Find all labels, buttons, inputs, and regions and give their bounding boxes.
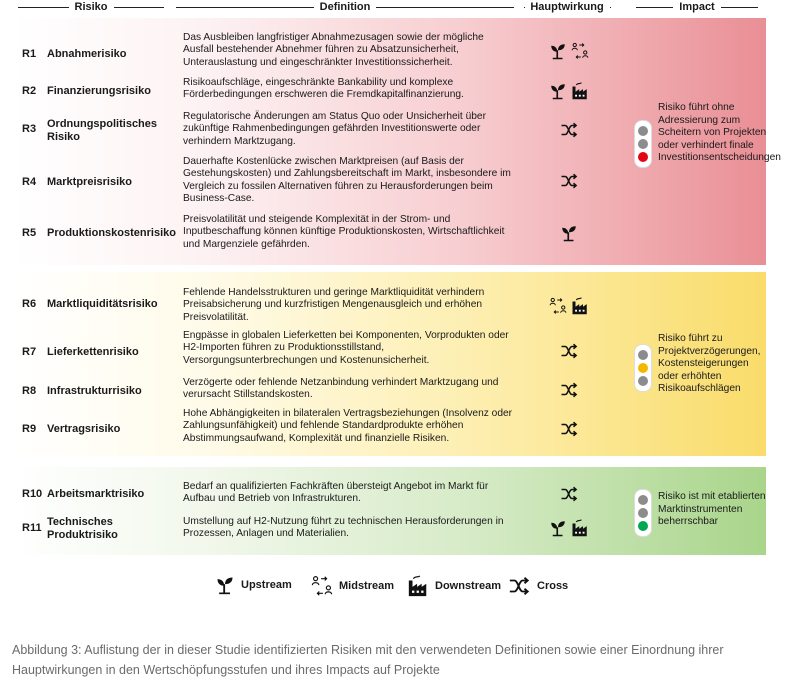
legend-item-cross <box>507 575 568 597</box>
header-definition <box>176 1 514 13</box>
cross-icon <box>560 121 578 139</box>
risk-group-high <box>14 18 781 265</box>
risk-id: R3 <box>22 123 37 135</box>
impact-text: Risiko führt ohne Adressierung zum Scheitern von Projekten oder verhindert finale Investitionsentscheidungen <box>658 102 781 163</box>
cross-icon <box>560 172 578 190</box>
traffic-light-bottom <box>638 521 648 531</box>
impact-text: Risiko ist mit etablierten Marktinstrumenten beherrschbar <box>658 491 766 527</box>
risk-definition: Das Ausbleiben langfristiger Abnahmezusagen sowie der mögliche Ausfall bestehender Abnehmer führen zu Absatzunsicherheit, Unterauslastung und eingeschränkter Investitionssicherheit. <box>183 32 484 68</box>
traffic-light-bottom <box>638 376 648 386</box>
cross-icon <box>507 575 531 597</box>
risk-icons <box>529 80 609 102</box>
upstream-icon <box>549 519 567 537</box>
legend-label: Cross <box>537 580 569 592</box>
risk-group-medium <box>14 272 766 456</box>
downstream-icon <box>571 297 589 315</box>
risk-icons <box>529 517 609 539</box>
risk-id: R4 <box>22 176 37 188</box>
traffic-light-bottom <box>638 152 648 162</box>
risk-definition: Fehlende Handelsstrukturen und geringe Marktliquidität verhindern Preisabsicherung und kurzfristigen Mengenausgleich und erhöhen Preisvolatilität. <box>183 287 485 323</box>
risk-definition: Bedarf an qualifizierten Fachkräften übersteigt Angebot im Markt für Aufbau und Betrieb von Infrastrukturen. <box>183 481 489 505</box>
downstream-icon <box>407 575 429 597</box>
risk-id: R8 <box>22 385 37 397</box>
traffic-light-top <box>638 126 648 136</box>
risk-id: R6 <box>22 298 37 310</box>
risk-id: R5 <box>22 227 37 239</box>
risk-icons <box>529 295 609 317</box>
risk-name: Abnahmerisiko <box>47 48 127 60</box>
risk-icons <box>529 40 609 62</box>
risk-icons <box>529 170 609 192</box>
traffic-light-middle <box>638 139 648 149</box>
risk-group-low <box>14 467 766 555</box>
upstream-icon <box>560 224 578 242</box>
risk-definition: Umstellung auf H2-Nutzung führt zu technischen Herausforderungen in Prozessen, Anlagen und Materialien. <box>183 516 504 540</box>
header-hauptwirkung-label: Hauptwirkung <box>530 1 604 13</box>
traffic-light-middle <box>638 363 648 373</box>
legend-label: Upstream <box>241 579 292 591</box>
table-header <box>0 0 788 18</box>
legend-label: Downstream <box>435 580 502 592</box>
risk-name: Technisches Produktrisiko <box>47 516 118 541</box>
risk-name: Produktionskostenrisiko <box>47 227 176 239</box>
risk-name: Infrastrukturrisiko <box>47 385 142 397</box>
risk-definition: Risikoaufschläge, eingeschränkte Bankability und komplexe Förderbedingungen erschweren die Fremdkapitalfinanzierung. <box>183 77 464 101</box>
figure-caption: Abbildung 3: Auflistung der in dieser Studie identifizierten Risiken mit den verwendeten Definitionen sowie einer Einordnung ihrer Hauptwirkungen in den Wertschöpfungsstufen und ihres Impacts auf Projekte <box>12 643 724 677</box>
risk-icons <box>529 379 609 401</box>
legend-item-upstream <box>215 575 292 595</box>
risk-icons <box>529 340 609 362</box>
traffic-light <box>634 120 652 168</box>
cross-icon <box>560 420 578 438</box>
risk-definition: Dauerhafte Kostenlücke zwischen Marktpreisen (auf Basis der Gestehungskosten) und Zahlungsbereitschaft im Markt, insbesondere im Vergleich zu fossilen Alternativen führen zu Herausforderungen beim Business-Case. <box>183 156 511 204</box>
risk-definition: Verzögerte oder fehlende Netzanbindung verhindert Marktzugang und verursacht Stillstandskosten. <box>183 377 499 401</box>
midstream-icon <box>311 575 333 597</box>
risk-icons <box>529 483 609 505</box>
risk-name: Lieferkettenrisiko <box>47 346 139 358</box>
risk-id: R11 <box>22 522 42 534</box>
risk-definition: Regulatorische Änderungen am Status Quo oder Unsicherheit über zukünftige Rahmenbedingungen gefährden Investitionswerte oder verhindern Marktzugang. <box>183 111 486 147</box>
risk-icons <box>529 119 609 141</box>
cross-icon <box>560 342 578 360</box>
risk-name: Ordnungspolitisches Risiko <box>47 118 158 143</box>
risk-definition: Preisvolatilität und steigende Komplexität in der Strom- und Inputbeschaffung können künftige Produktionskosten, Wirtschaftlichkeit und Margenziele gefährden. <box>183 214 505 250</box>
traffic-light-middle <box>638 508 648 518</box>
upstream-icon <box>549 42 567 60</box>
header-impact <box>636 1 758 13</box>
risk-id: R10 <box>22 488 43 500</box>
risk-id: R7 <box>22 346 37 358</box>
header-hauptwirkung <box>524 1 610 13</box>
header-risiko-label: Risiko <box>74 1 108 13</box>
legend-item-midstream <box>311 575 394 597</box>
upstream-icon <box>215 575 235 595</box>
traffic-light-top <box>638 495 648 505</box>
risk-definition: Hohe Abhängigkeiten in bilateralen Vertragsbeziehungen (Insolvenz oder Zahlungsunfähigkeit) und fehlende Standardprodukte erhöhen Abstimmungsaufwand, Komplexität und finanzielle Risiken. <box>183 408 513 444</box>
risk-icons <box>529 418 609 440</box>
risk-icons <box>529 222 609 244</box>
risk-name: Vertragsrisiko <box>47 423 121 435</box>
legend <box>0 573 788 601</box>
risk-name: Arbeitsmarktrisiko <box>47 488 145 500</box>
risk-name: Finanzierungsrisiko <box>47 85 151 97</box>
risk-name: Marktpreisrisiko <box>47 176 132 188</box>
upstream-icon <box>549 82 567 100</box>
midstream-icon <box>549 297 567 315</box>
midstream-icon <box>571 42 589 60</box>
risk-id: R9 <box>22 423 37 435</box>
risk-id: R2 <box>22 85 37 97</box>
risk-definition: Engpässe in globalen Lieferketten bei Komponenten, Vorprodukten oder H2-Importen führen zu Produktionsstillstand, Versorgungsunterbrechungen und Kostenunsicherheit. <box>183 330 509 366</box>
header-risiko <box>18 1 164 13</box>
downstream-icon <box>571 82 589 100</box>
downstream-icon <box>571 519 589 537</box>
risk-name: Marktliquiditätsrisiko <box>47 298 158 310</box>
impact-text: Risiko führt zu Projektverzögerungen, Kostensteigerungen oder erhöhten Risikoaufschlägen <box>658 333 761 394</box>
cross-icon <box>560 381 578 399</box>
legend-label: Midstream <box>339 580 395 592</box>
traffic-light <box>634 344 652 392</box>
cross-icon <box>560 485 578 503</box>
traffic-light <box>634 489 652 537</box>
legend-item-downstream <box>407 575 501 597</box>
traffic-light-top <box>638 350 648 360</box>
header-definition-label: Definition <box>319 1 371 13</box>
risk-id: R1 <box>22 48 37 60</box>
header-impact-label: Impact <box>679 1 715 13</box>
